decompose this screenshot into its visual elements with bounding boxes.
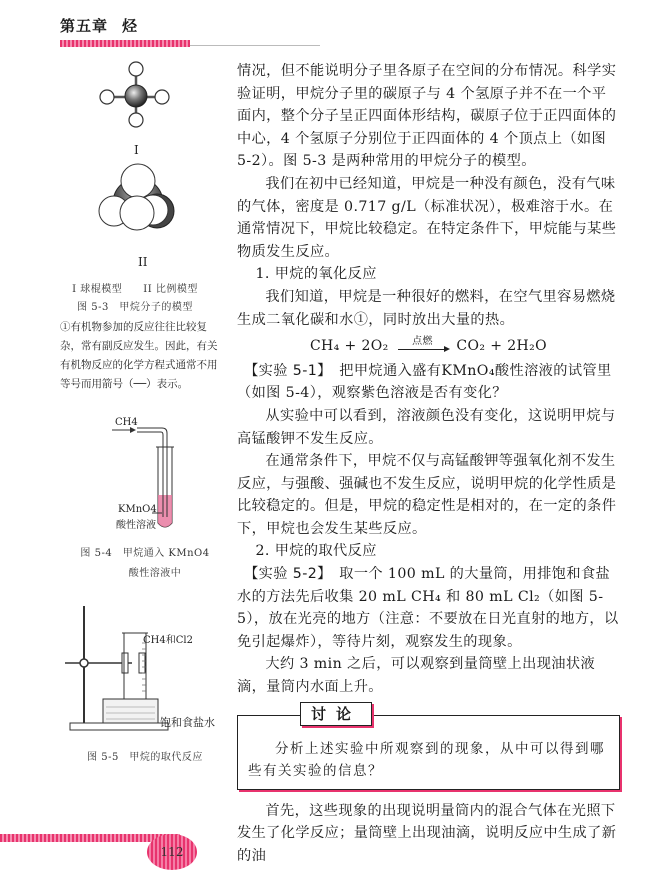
figure-5-5-caption: 图 5-5 甲烷的取代反应: [87, 752, 203, 763]
arrow-icon: [398, 349, 448, 350]
header-rule: [190, 45, 320, 46]
figure-5-4-caption-line1: 图 5-4 甲烷通入 KMnO4: [80, 548, 210, 559]
paragraph: 首先，这些现象的出现说明量筒内的混合气体在光照下发生了化学反应；量筒壁上出现油滴，说明反应中生成了新的油: [237, 802, 617, 864]
paragraph: 从实验中可以看到，溶液颜色没有变化，这说明甲烷与高锰酸钾不发生反应。: [237, 407, 616, 447]
paragraph: 我们知道，甲烷是一种很好的燃料，在空气里容易燃烧生成二氧化碳和水①，同时放出大量的热。: [237, 288, 616, 328]
main-text-column: [237, 60, 620, 868]
paragraph: 大约 3 min 之后，可以观察到量筒壁上出现油状液滴，量筒内水面上升。: [237, 656, 596, 696]
experiment-tag: 【实验 5-2】: [244, 566, 325, 583]
discussion-box: [237, 704, 620, 790]
header-stripe: [60, 40, 190, 47]
reaction-condition: 点燃: [412, 335, 433, 347]
ch4-cl2-label: CH4和Cl2: [143, 635, 193, 646]
space-filling-model-figure: [98, 163, 184, 235]
discussion-title: 讨论: [300, 702, 372, 726]
discussion-text: 分析上述实验中所观察到的现象，从中可以得到哪些有关实验的信息？: [248, 740, 605, 780]
page-number: 112: [147, 834, 197, 870]
model-label-1: I: [134, 143, 139, 157]
paragraph: 我们在初中已经知道，甲烷是一种没有颜色，没有气味的气体，密度是 0.717 g/L（标准状况），极难溶于水。在通常情况下，甲烷比较稳定。在特定条件下，甲烷能与某些物质发生反应。: [237, 175, 617, 260]
section-heading-oxidation: 1. 甲烷的氧化反应: [255, 266, 377, 283]
experiment-5-2: [237, 563, 620, 653]
experiment-5-1: [237, 360, 620, 405]
combustion-equation: [237, 335, 620, 358]
paragraph: 在通常条件下，甲烷不仅与高锰酸钾等强氧化剂不发生反应，与强酸、强碱也不发生反应，说明甲烷的化学性质是比较稳定的。但是，甲烷的稳定性是相对的，在一定的条件下，甲烷也会发生某些反应。: [237, 453, 617, 537]
acidic-solution-label: 酸性溶液: [116, 520, 156, 531]
figure-5-3-caption: 图 5-3 甲烷分子的模型: [77, 302, 193, 313]
footnote: ①有机物参加的反应往往比较复杂，常有副反应发生。因此，有关有机物反应的化学方程式通常不用等号而用箭号（──）表示。: [60, 321, 218, 390]
chapter-header: [60, 15, 138, 36]
chapter-name: 烃: [122, 17, 139, 35]
kmno4-label: KMnO4: [118, 504, 157, 515]
chapter-number: 第五章: [60, 17, 109, 35]
equation-products: CO₂ + 2H₂O: [456, 338, 548, 355]
ball-stick-model-figure: [95, 60, 175, 132]
experiment-text: 取一个 100 mL 的大量筒，用排饱和食盐水的方法先后收集 20 mL CH₄ 和 80 mL Cl₂（如图 5-5），放在光亮的地方（注意：不要放在日光直射的地方，以免引起爆炸），等待片刻，观察发生的现象。: [237, 566, 619, 650]
figure-5-4-caption-line2: 酸性溶液中: [128, 568, 182, 579]
experiment-text: 把甲烷通入盛有KMnO₄酸性溶液的试管里（如图 5-4），观察紫色溶液是否有变化？: [237, 362, 612, 402]
section-heading-substitution: 2. 甲烷的取代反应: [255, 543, 377, 560]
ch4-gas-label: CH4: [115, 417, 138, 428]
reaction-arrow: [398, 335, 448, 350]
figure-5-3-legend: I 球棍模型 II 比例模型: [72, 284, 198, 295]
paragraph: 情况，但不能说明分子里各原子在空间的分布情况。科学实验证明，甲烷分子里的碳原子与 4 个氢原子并不在一个平面内，整个分子呈正四面体形结构，碳原子位于正四面体的中心，4 个氢原子分别位于正四面体的 4 个顶点上（如图 5-2）。图 5-3 是两种常用的甲烷分子的模型。: [237, 63, 617, 170]
graduated-cylinder-figure: [60, 603, 170, 738]
brine-label: 饱和食盐水: [160, 716, 215, 729]
experiment-tag: 【实验 5-1】: [244, 362, 325, 379]
model-label-2: II: [138, 255, 148, 269]
equation-reactants: CH₄ + 2O₂: [309, 338, 389, 355]
